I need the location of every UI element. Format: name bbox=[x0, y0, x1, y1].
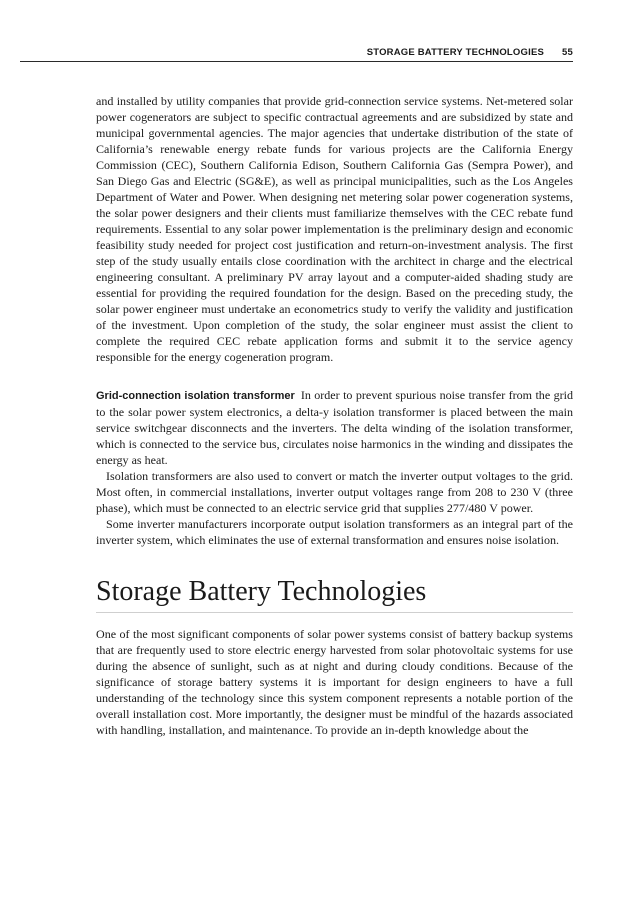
body-paragraph: and installed by utility companies that provide grid-connection service systems. Net-metered solar power cogenerators are subject to specific contractual agreements and are subsidized by state and municipal governmental agencies. The major agencies that undertake distribution of the state of California’s renewable energy rebate funds for various projects are the California Energy Commission (CEC), Southern California Edison, Southern California Gas (Sempra Power), and San Diego Gas and Electric (SG&E), as well as principal municipalities, such as the Los Angeles Department of Water and Power. When designing net metering solar power cogeneration systems, the solar power designers and their clients must familiarize themselves with the CEC rebate fund requirements. Essential to any solar power implementation is the preliminary design and economic feasibility study needed for project cost justification and return-on-investment analysis. The first step of the study usually entails close coordination with the architect in charge and the electrical engineering consultant. A preliminary PV array layout and a computer-aided shading study are essential for providing the required foundation for the design. Based on the preceding study, the solar power engineer must undertake an econometrics study to verify the validity and justification of the investment. Upon completion of the study, the solar engineer must assist the client to complete the required CEC rebate application forms and submit it to the service agency responsible for the energy cogeneration program. bbox=[96, 94, 573, 364]
body-paragraph: Some inverter manufacturers incorporate output isolation transformers as an integral part of the inverter system, which eliminates the use of external transformation and ensures noise isolation. bbox=[96, 517, 573, 547]
run-in-heading: Grid-connection isolation transformer bbox=[96, 390, 295, 402]
body-paragraph: One of the most significant components of solar power systems consist of battery backup systems that are frequently used to store electric energy harvested from solar photovoltaic systems for use during the absence of sunlight, such as at night and during cloudy conditions. Because of the significance of storage battery systems it is important for design engineers to have a full understanding of the technology since this system component represents a notable portion of the overall installation cost. More importantly, the designer must be mindful of the hazards associated with handling, installation, and maintenance. To provide an in-depth knowledge about the bbox=[96, 627, 573, 737]
body-paragraph bbox=[96, 387, 573, 468]
body-paragraph: Isolation transformers are also used to convert or match the inverter output voltages to the grid. Most often, in commercial installations, inverter output voltages range from 208 to 230 V (three phase), which must be connected to an electric service grid that supplies 277/480 V power. bbox=[96, 469, 573, 515]
paragraph-text: In order to prevent spurious noise transfer from the grid to the solar power system electronics, a delta-y isolation transformer is placed between the main service switchgear disconnects and the inverters. The delta winding of the isolation transformer, which is connected to the service bus, circulates noise harmonics in the winding and dissipates the energy as heat. bbox=[96, 388, 573, 467]
page-number: 55 bbox=[562, 47, 573, 58]
running-head bbox=[20, 44, 573, 62]
page-body bbox=[96, 93, 573, 738]
section-heading: Storage Battery Technologies bbox=[96, 576, 573, 613]
running-head-title: STORAGE BATTERY TECHNOLOGIES bbox=[366, 47, 545, 58]
